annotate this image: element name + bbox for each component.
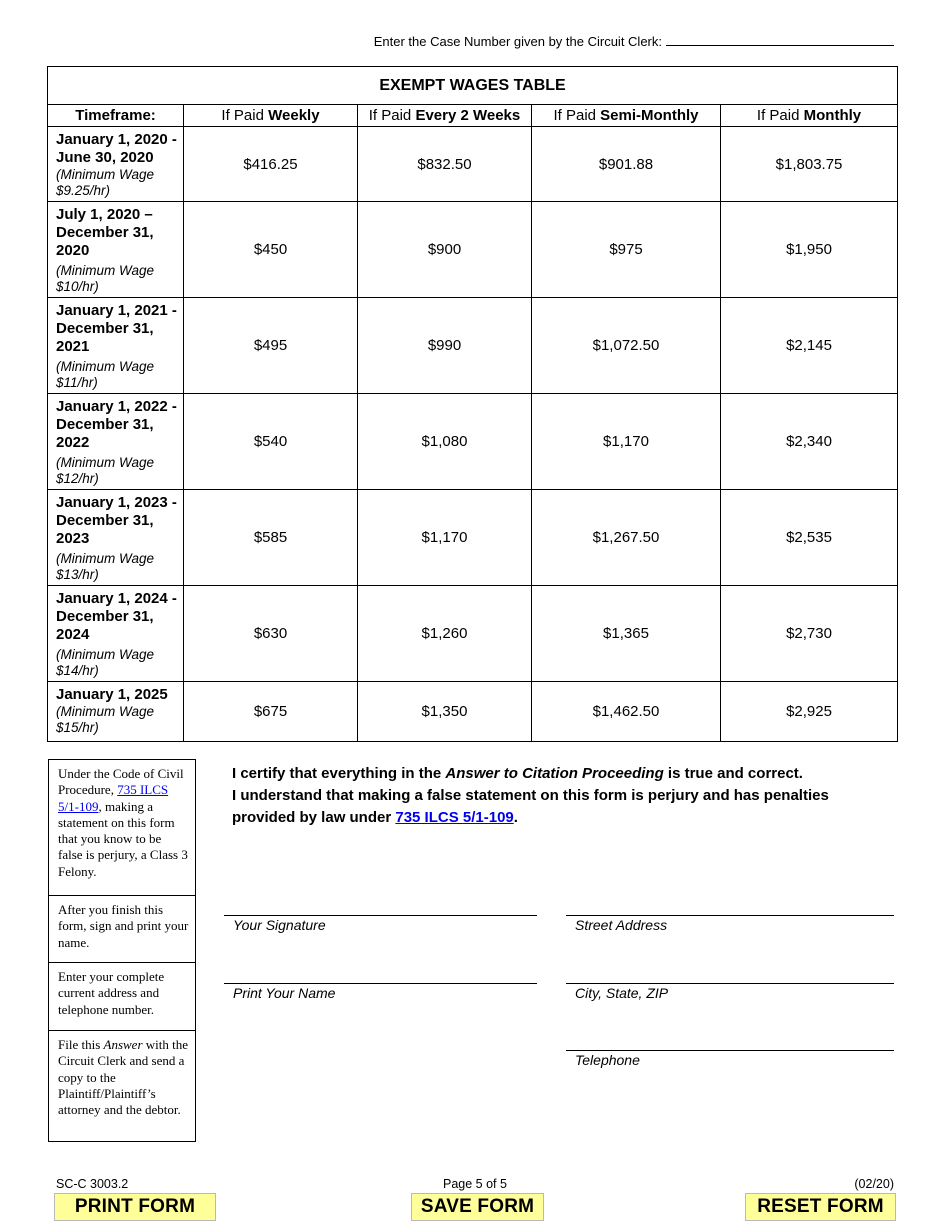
case-number-field[interactable] [666, 33, 894, 46]
table-row [48, 127, 898, 202]
print-form-button[interactable]: PRINT FORM [54, 1193, 216, 1221]
print-name-field[interactable] [224, 983, 537, 984]
monthly-amount: $1,803.75 [721, 127, 898, 202]
weekly-amount: $495 [184, 298, 358, 394]
weekly-amount: $585 [184, 490, 358, 586]
monthly-amount: $2,925 [721, 682, 898, 742]
page-number: Page 5 of 5 [443, 1177, 507, 1191]
signature-field[interactable] [224, 915, 537, 916]
table-row [48, 298, 898, 394]
semimonthly-amount: $975 [532, 202, 721, 298]
semimonthly-amount: $1,072.50 [532, 298, 721, 394]
table-row [48, 490, 898, 586]
biweekly-amount: $832.50 [358, 127, 532, 202]
biweekly-amount: $1,260 [358, 586, 532, 682]
semimonthly-amount: $1,365 [532, 586, 721, 682]
weekly-amount: $450 [184, 202, 358, 298]
signature-label: Your Signature [233, 917, 326, 933]
weekly-amount: $416.25 [184, 127, 358, 202]
semimonthly-amount: $1,462.50 [532, 682, 721, 742]
weekly-amount: $675 [184, 682, 358, 742]
timeframe-cell: January 1, 2023 -December 31, 2023 (Minimum Wage $13/hr) [48, 490, 184, 586]
weekly-amount: $630 [184, 586, 358, 682]
sidebar-sign-note: After you finish this form, sign and print your name. [49, 896, 195, 963]
table-row [48, 202, 898, 298]
sidebar-file-note: File this Answer with the Circuit Clerk and send a copy to the Plaintiff/Plaintiff’s attorney and the debtor. [58, 1037, 189, 1118]
header-timeframe: Timeframe: [48, 105, 184, 127]
semimonthly-amount: $901.88 [532, 127, 721, 202]
biweekly-amount: $900 [358, 202, 532, 298]
timeframe-cell: January 1, 2020 - June 30, 2020 (Minimum Wage $9.25/hr) [48, 127, 184, 202]
city-state-zip-field[interactable] [566, 983, 894, 984]
ilcs-link[interactable]: 735 ILCS 5/1-109 [58, 782, 169, 814]
sidebar-address-note: Enter your complete current address and telephone number. [49, 963, 195, 1031]
case-number-line [374, 33, 894, 49]
sidebar-perjury-note: Under the Code of Civil Procedure, 735 ILCS 5/1-109, making a statement on this form that you know to be false is perjury, a Class 3 Felony. [49, 760, 195, 896]
timeframe-cell: January 1, 2024 -December 31, 2024 (Minimum Wage $14/hr) [48, 586, 184, 682]
save-form-button[interactable]: SAVE FORM [411, 1193, 544, 1221]
semimonthly-amount: $1,170 [532, 394, 721, 490]
table-header-row [48, 105, 898, 127]
monthly-amount: $1,950 [721, 202, 898, 298]
monthly-amount: $2,340 [721, 394, 898, 490]
timeframe-cell: July 1, 2020 – December 31, 2020 (Minimum Wage $10/hr) [48, 202, 184, 298]
street-address-label: Street Address [575, 917, 668, 933]
form-id: SC-C 3003.2 [56, 1177, 129, 1191]
biweekly-amount: $990 [358, 298, 532, 394]
exempt-wages-table [47, 66, 898, 742]
header-monthly: If Paid Monthly [721, 105, 898, 127]
biweekly-amount: $1,170 [358, 490, 532, 586]
instructions-sidebar [48, 759, 196, 1142]
certification-ilcs-link[interactable]: 735 ILCS 5/1-109 [395, 809, 514, 826]
weekly-amount: $540 [184, 394, 358, 490]
timeframe-cell: January 1, 2021 -December 31, 2021 (Minimum Wage $11/hr) [48, 298, 184, 394]
semimonthly-amount: $1,267.50 [532, 490, 721, 586]
monthly-amount: $2,730 [721, 586, 898, 682]
table-row [48, 682, 898, 742]
form-date: (02/20) [854, 1177, 894, 1191]
table-title: EXEMPT WAGES TABLE [48, 67, 898, 105]
telephone-label: Telephone [575, 1052, 640, 1068]
reset-form-button[interactable]: RESET FORM [745, 1193, 896, 1221]
city-state-zip-label: City, State, ZIP [575, 985, 669, 1001]
case-number-label: Enter the Case Number given by the Circuit Clerk: [373, 34, 662, 49]
print-name-label: Print Your Name [233, 985, 336, 1001]
header-semi-monthly: If Paid Semi-Monthly [532, 105, 721, 127]
monthly-amount: $2,535 [721, 490, 898, 586]
telephone-field[interactable] [566, 1050, 894, 1051]
biweekly-amount: $1,350 [358, 682, 532, 742]
certification-statement: I certify that everything in the Answer to Citation Proceeding is true and correct. I understand that making a false statement on this form is perjury and has penalties provided by law under 735 ILCS 5/1-109. [232, 765, 829, 826]
header-weekly: If Paid Weekly [184, 105, 358, 127]
table-row [48, 586, 898, 682]
timeframe-cell: January 1, 2022 -December 31, 2022 (Minimum Wage $12/hr) [48, 394, 184, 490]
timeframe-cell: January 1, 2025 (Minimum Wage $15/hr) [48, 682, 184, 742]
street-address-field[interactable] [566, 915, 894, 916]
monthly-amount: $2,145 [721, 298, 898, 394]
biweekly-amount: $1,080 [358, 394, 532, 490]
table-row [48, 394, 898, 490]
header-every-2-weeks: If Paid Every 2 Weeks [358, 105, 532, 127]
